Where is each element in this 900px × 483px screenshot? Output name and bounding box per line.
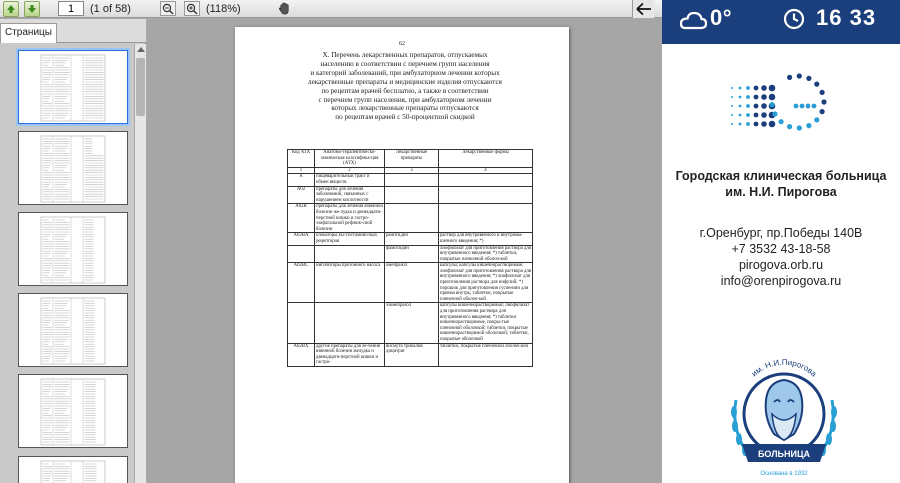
address: г.Оренбург, пр.Победы 140В [699, 226, 863, 240]
cell-form [439, 204, 533, 233]
arrow-down-icon [27, 4, 37, 14]
page-thumbnail[interactable] [18, 212, 128, 286]
table-header-row [288, 150, 533, 168]
thumbnail-preview [19, 375, 127, 447]
header-code: Код АТХ [288, 150, 315, 168]
cell-code: A02B [288, 204, 315, 233]
column-number: 4 [439, 167, 533, 174]
column-number: 1 [288, 167, 315, 174]
table-body [288, 174, 533, 367]
hospital-info-panel [662, 0, 900, 483]
column-number: 2 [315, 167, 385, 174]
thumbnail-preview [19, 132, 127, 204]
sidebar-scrollbar[interactable] [134, 44, 146, 483]
table-row [288, 174, 533, 186]
phone: +7 3532 43-18-58 [731, 242, 831, 256]
zoom-in-icon [186, 3, 198, 15]
website: pirogova.orb.ru [738, 258, 824, 272]
info-bar [662, 0, 900, 44]
document-page [235, 27, 569, 483]
page-number-input[interactable] [58, 1, 84, 16]
hospital-name [662, 168, 900, 200]
temperature: 0° [710, 5, 733, 30]
table-row [288, 245, 533, 263]
cell-drug [385, 174, 439, 186]
cell-code [288, 303, 315, 343]
zoom-out-button[interactable] [160, 1, 176, 16]
zoom-level: (118%) [206, 2, 241, 15]
cell-code: A02BX [288, 343, 315, 366]
hospital-logo [724, 66, 834, 136]
page-thumbnail[interactable] [18, 131, 128, 205]
cell-atx [315, 303, 385, 343]
table-row [288, 343, 533, 366]
svg-text:Основана в 1932: Основана в 1932 [760, 471, 808, 477]
current-time: 16 33 [816, 5, 877, 30]
title-line: лекарственные препараты и медицинские изделия отпускаются [308, 77, 502, 86]
cell-atx: другие препараты для ле-чения язвенной болезни желудка и двенадцати-перстной кишки и гастро- [315, 343, 385, 366]
next-page-button[interactable] [24, 1, 40, 17]
clock-icon [783, 8, 805, 30]
cell-drug: омепразол [385, 263, 439, 303]
cell-form: капсулы кишечнорастворимые; лиофилизат для приготовления раствора для внутривенного введения; *) таблетки кишечнорастворимые, покры-тые пленочной оболочкой; таблетки, покрытые кишечнорастворимой оболочкой; таблетки, покрытые оболочкой [439, 303, 533, 343]
title-line: и категорий заболеваний, при амбулаторном лечении которых [310, 68, 500, 77]
page-number: 62 [399, 41, 405, 47]
cell-atx: пищеварительный тракт и обмен веществ [315, 174, 385, 186]
thumbnail-list [0, 44, 134, 483]
seal-text-bottom: БОЛЬНИЦА [757, 449, 811, 459]
arrow-up-icon [6, 4, 16, 14]
zoom-in-button[interactable] [184, 1, 200, 16]
email: info@orenpirogova.ru [720, 274, 842, 288]
title-line: по рецептам врачей с 50-процентной скидкой [335, 113, 475, 122]
cell-code: A [288, 174, 315, 186]
thumbnail-preview [19, 213, 127, 285]
column-number: 3 [385, 167, 439, 174]
hand-icon [277, 1, 292, 16]
hand-tool-button[interactable] [276, 0, 292, 16]
title-line: с перечнем групп населения, при амбулаторном лечении [318, 95, 492, 104]
prev-page-button[interactable] [3, 1, 19, 17]
table-row [288, 204, 533, 233]
cell-atx: блокаторы H2-гистамино-вых рецепторов [315, 233, 385, 245]
cell-form [439, 174, 533, 186]
scroll-up-arrow-icon[interactable] [137, 47, 145, 52]
cell-drug [385, 186, 439, 204]
cell-atx [315, 245, 385, 263]
hospital-seal-logo [722, 342, 846, 483]
header-forms: Лекарственные формы [439, 150, 533, 168]
header-atx: Анатомо-терапевтическо-химическая классифика-ция (АТХ) [315, 150, 385, 168]
title-line: которых лекарственные препараты отпускаются [331, 104, 479, 113]
hospital-name-line1: Городская клиническая больница [675, 169, 887, 183]
cell-drug [385, 204, 439, 233]
page-thumbnail[interactable] [18, 50, 128, 124]
table-row [288, 303, 533, 343]
drug-table [287, 149, 533, 367]
document-area[interactable] [147, 19, 662, 483]
page-thumbnail[interactable] [18, 293, 128, 367]
thumbnail-sidebar [0, 19, 146, 483]
cell-atx: ингибиторы протонного насоса [315, 263, 385, 303]
cell-code: A02BC [288, 263, 315, 303]
cell-code: A02 [288, 186, 315, 204]
sidebar-tabs [0, 19, 146, 43]
cell-atx: препараты для лечения язвенной болезни же-лудка и двенадцати-перстной кишки и гастро-эзофагальной рефлюк-сной болезни [316, 204, 384, 232]
thumbnail-preview [19, 294, 127, 366]
seal-text-top: им. Н.И.Пирогова [749, 357, 819, 379]
viewer-toolbar [0, 0, 662, 18]
cell-drug: эзомепразол [385, 303, 439, 343]
cell-form: таблетки, покрытые пленочной оболоч-кой [439, 343, 533, 366]
zoom-out-icon [162, 3, 174, 15]
document-title [255, 51, 555, 122]
tab-pages[interactable]: Страницы [0, 23, 57, 43]
title-line: по рецептам врачей бесплатно, а также в соответствии [321, 86, 489, 95]
cell-form [439, 186, 533, 204]
back-button[interactable] [632, 0, 654, 18]
table-number-row [288, 167, 533, 174]
cell-form: раствор для внутривенного и внутримы-шечного введения; *) [439, 233, 533, 245]
thumbnail-preview [19, 51, 127, 123]
arrow-left-icon [636, 2, 652, 16]
thumbnail-preview [19, 457, 127, 483]
title-line: населению в соответствии с перечнем групп населения [320, 59, 490, 68]
cell-drug: ранитидин [385, 233, 439, 245]
cell-code [288, 245, 315, 263]
title-line: X. Перечень лекарственных препаратов, отпускаемых [322, 51, 488, 59]
header-drugs: Лекарственные препараты [385, 150, 439, 168]
cell-form: капсулы; капсулы кишечнорастворимые; лиофилизат для приготовления раствора для внутривенного введения; *) лиофилизат для приготовления раствора для инфузий; *) порошок для приготовления суспензии для приема внутрь; таблетки, покрытые пленочной оболоч-кой [440, 263, 531, 302]
cell-atx: препараты для лечения заболеваний, связанных с нарушением кислотности [315, 186, 385, 204]
cell-form: лиофилизат для приготовления раствора для внутривенного введения; *) таблетки, покрытые пленочной оболоч-кой [440, 245, 531, 262]
sidebar-scroll-thumb[interactable] [136, 58, 145, 116]
hospital-name-line2: им. Н.И. Пирогова [725, 185, 837, 199]
page-thumbnail[interactable] [18, 374, 128, 448]
table-row [288, 186, 533, 204]
page-count: (1 of 58) [90, 2, 131, 15]
table-row [288, 263, 533, 303]
cell-drug: висмута трикалия дицитрат [385, 343, 439, 366]
page-thumbnail[interactable] [18, 456, 128, 483]
table-row [288, 233, 533, 245]
cell-code: A02BA [288, 233, 315, 245]
cell-drug: фамотидин [385, 245, 439, 263]
cloud-icon [678, 9, 708, 31]
